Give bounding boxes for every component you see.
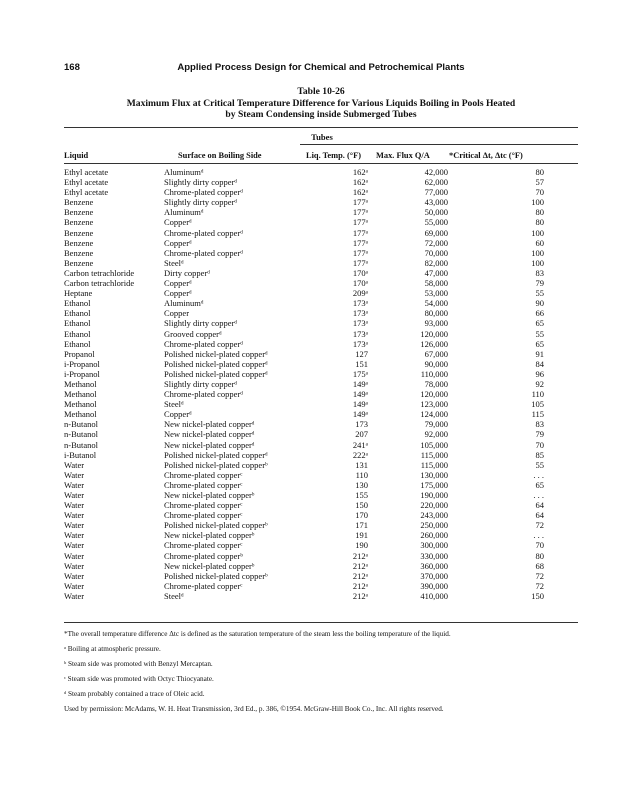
table-row xyxy=(64,520,578,530)
col-header-surface: Surface on Boiling Side xyxy=(178,151,262,160)
table-row xyxy=(64,187,578,197)
cell-surface: Aluminumᵈ xyxy=(164,298,204,309)
cell-liquid-temp: 175ᵃ xyxy=(352,368,368,379)
table-row xyxy=(64,540,578,550)
cell-critical-delta: 55 xyxy=(535,288,544,299)
cell-surface: Polished nickel-plated copperᵇ xyxy=(164,570,268,581)
cell-surface: New nickel-plated copperᵈ xyxy=(164,419,255,430)
table-row xyxy=(64,288,578,298)
footnotes xyxy=(64,630,578,720)
cell-max-flux: 43,000 xyxy=(424,197,448,208)
cell-liquid-temp: 212ᵃ xyxy=(352,570,368,581)
cell-surface: Copperᵈ xyxy=(164,217,192,228)
cell-surface: Slightly dirty copperᵈ xyxy=(164,318,237,329)
cell-liquid: Ethanol xyxy=(64,298,91,309)
cell-critical-delta: 55 xyxy=(535,328,544,339)
cell-critical-delta: 79 xyxy=(535,429,544,440)
cell-max-flux: 58,000 xyxy=(424,278,448,289)
cell-liquid: Water xyxy=(64,530,85,541)
cell-critical-delta: . . . xyxy=(533,469,544,480)
cell-liquid-temp: 170 xyxy=(355,510,368,521)
table-row xyxy=(64,460,578,470)
cell-critical-delta: 80 xyxy=(535,217,544,228)
cell-liquid-temp: 170ᵃ xyxy=(352,278,368,289)
cell-surface: New nickel-plated copperᵇ xyxy=(164,490,255,500)
cell-critical-delta: 72 xyxy=(535,580,544,591)
cell-liquid: Ethanol xyxy=(64,308,91,319)
cell-critical-delta: 105 xyxy=(531,399,544,410)
cell-liquid-temp: 190 xyxy=(355,540,368,551)
cell-critical-delta: 91 xyxy=(535,348,544,359)
page-number: 168 xyxy=(64,62,80,73)
cell-surface: New nickel-plated copperᵇ xyxy=(164,530,255,541)
table-row xyxy=(64,298,578,308)
footnote-d: ᵈ Steam probably contained a trace of Oleic acid. xyxy=(64,690,205,698)
cell-max-flux: 54,000 xyxy=(424,298,448,309)
cell-max-flux: 370,000 xyxy=(420,570,448,581)
cell-liquid: Benzene xyxy=(64,227,94,238)
cell-liquid-temp: 212ᵃ xyxy=(352,580,368,591)
running-title: Applied Process Design for Chemical and Petrochemical Plants xyxy=(177,62,465,73)
cell-critical-delta: 80 xyxy=(535,167,544,177)
header-rule xyxy=(64,163,578,164)
cell-liquid-temp: 177ᵃ xyxy=(352,197,368,208)
table-title-line-1: Maximum Flux at Critical Temperature Difference for Various Liquids Boiling in Pools Heated xyxy=(126,97,516,109)
cell-max-flux: 115,000 xyxy=(420,449,448,460)
table-row xyxy=(64,369,578,379)
cell-liquid: Water xyxy=(64,490,85,500)
cell-critical-delta: 100 xyxy=(531,227,544,238)
cell-surface: Polished nickel-plated copperᵈ xyxy=(164,348,268,359)
cell-liquid-temp: 173 xyxy=(355,419,368,430)
cell-surface: Aluminumᵈ xyxy=(164,207,204,218)
table-row xyxy=(64,207,578,217)
cell-max-flux: 93,000 xyxy=(424,318,448,329)
cell-liquid-temp: 241ᵃ xyxy=(352,439,368,450)
table-row xyxy=(64,490,578,500)
cell-max-flux: 330,000 xyxy=(420,550,448,561)
cell-liquid: Ethyl acetate xyxy=(64,167,109,177)
cell-max-flux: 190,000 xyxy=(420,490,448,500)
cell-liquid-temp: 162ᵃ xyxy=(352,187,368,198)
cell-liquid-temp: 209ᵃ xyxy=(352,288,368,299)
bottom-rule xyxy=(64,622,578,623)
cell-critical-delta: 150 xyxy=(531,590,544,601)
cell-surface: New nickel-plated copperᵇ xyxy=(164,560,255,571)
table-row xyxy=(64,581,578,591)
cell-surface: Copperᵈ xyxy=(164,288,192,299)
table-row xyxy=(64,530,578,540)
cell-liquid-temp: 212ᵃ xyxy=(352,560,368,571)
cell-critical-delta: 100 xyxy=(531,247,544,258)
cell-max-flux: 90,000 xyxy=(424,358,448,369)
table-row xyxy=(64,399,578,409)
table-row xyxy=(64,480,578,490)
footnote-permission: Used by permission: McAdams, W. H. Heat Transmission, 3rd Ed., p. 386, ©1954. McGraw-Hill Book Co., Inc. All rights reserved. xyxy=(64,705,444,713)
cell-critical-delta: 85 xyxy=(535,449,544,460)
cell-critical-delta: 84 xyxy=(535,358,544,369)
cell-liquid: Benzene xyxy=(64,237,94,248)
cell-liquid: n-Butanol xyxy=(64,419,98,430)
cell-max-flux: 115,000 xyxy=(420,459,448,470)
cell-critical-delta: 83 xyxy=(535,419,544,430)
cell-liquid-temp: 150 xyxy=(355,500,368,511)
cell-surface: Chrome-plated copperᵇ xyxy=(164,550,243,561)
cell-liquid: i-Butanol xyxy=(64,449,97,460)
cell-max-flux: 78,000 xyxy=(424,378,448,389)
cell-liquid: Water xyxy=(64,520,85,531)
cell-max-flux: 50,000 xyxy=(424,207,448,218)
table-row xyxy=(64,268,578,278)
cell-liquid: Water xyxy=(64,479,85,490)
cell-liquid-temp: 155 xyxy=(355,490,368,500)
cell-liquid: Water xyxy=(64,540,85,551)
table-row xyxy=(64,561,578,571)
cell-max-flux: 67,000 xyxy=(424,348,448,359)
cell-max-flux: 55,000 xyxy=(424,217,448,228)
cell-critical-delta: 83 xyxy=(535,267,544,278)
cell-liquid: Water xyxy=(64,500,85,511)
cell-liquid: Water xyxy=(64,459,85,470)
cell-critical-delta: 65 xyxy=(535,479,544,490)
table-row xyxy=(64,440,578,450)
cell-max-flux: 82,000 xyxy=(424,257,448,268)
table-row xyxy=(64,308,578,318)
cell-liquid: Water xyxy=(64,469,85,480)
cell-surface: Polished nickel-plated copperᵈ xyxy=(164,449,268,460)
cell-liquid: Ethanol xyxy=(64,318,91,329)
cell-surface: Slightly dirty copperᵈ xyxy=(164,197,237,208)
cell-max-flux: 92,000 xyxy=(424,429,448,440)
cell-liquid-temp: 173ᵃ xyxy=(352,338,368,349)
cell-surface: Copperᵈ xyxy=(164,278,192,289)
cell-max-flux: 69,000 xyxy=(424,227,448,238)
table-row xyxy=(64,197,578,207)
cell-liquid-temp: 162ᵃ xyxy=(352,177,368,188)
cell-liquid: i-Propanol xyxy=(64,368,100,379)
cell-liquid-temp: 127 xyxy=(355,348,368,359)
table-caption xyxy=(64,86,578,121)
cell-max-flux: 300,000 xyxy=(420,540,448,551)
table-row xyxy=(64,450,578,460)
table-row xyxy=(64,500,578,510)
cell-critical-delta: 66 xyxy=(535,308,544,319)
cell-critical-delta: . . . xyxy=(533,530,544,541)
cell-max-flux: 360,000 xyxy=(420,560,448,571)
footnote-a: ᵃ Boiling at atmospheric pressure. xyxy=(64,645,161,653)
cell-critical-delta: 72 xyxy=(535,520,544,531)
tubes-rule xyxy=(300,144,578,145)
cell-liquid: Carbon tetrachloride xyxy=(64,267,135,278)
cell-liquid: Propanol xyxy=(64,348,95,359)
cell-liquid-temp: 173ᵃ xyxy=(352,308,368,319)
cell-critical-delta: 65 xyxy=(535,338,544,349)
cell-critical-delta: 72 xyxy=(535,570,544,581)
cell-liquid: Ethyl acetate xyxy=(64,187,109,198)
cell-liquid: Ethanol xyxy=(64,338,91,349)
cell-surface: Grooved copperᵈ xyxy=(164,328,222,339)
cell-max-flux: 390,000 xyxy=(420,580,448,591)
cell-liquid: Methanol xyxy=(64,409,97,420)
cell-critical-delta: 65 xyxy=(535,318,544,329)
cell-critical-delta: 70 xyxy=(535,439,544,450)
cell-max-flux: 124,000 xyxy=(420,409,448,420)
cell-surface: Copper xyxy=(164,308,190,319)
cell-max-flux: 120,000 xyxy=(420,389,448,400)
cell-liquid: Benzene xyxy=(64,207,94,218)
cell-liquid-temp: 177ᵃ xyxy=(352,207,368,218)
cell-surface: Chrome-plated copperᶜ xyxy=(164,580,243,591)
cell-liquid: Carbon tetrachloride xyxy=(64,278,135,289)
table-row xyxy=(64,349,578,359)
cell-surface: Steelᵈ xyxy=(164,257,184,268)
cell-liquid: Water xyxy=(64,590,85,601)
cell-critical-delta: 80 xyxy=(535,550,544,561)
page-header xyxy=(64,62,578,76)
table-row xyxy=(64,329,578,339)
cell-max-flux: 42,000 xyxy=(424,167,448,177)
cell-liquid-temp: 191 xyxy=(355,530,368,541)
cell-max-flux: 126,000 xyxy=(420,338,448,349)
cell-liquid: Benzene xyxy=(64,257,94,268)
table-row xyxy=(64,228,578,238)
table-row xyxy=(64,419,578,429)
cell-critical-delta: 92 xyxy=(535,378,544,389)
table-row xyxy=(64,429,578,439)
cell-liquid-temp: 162ᵃ xyxy=(352,167,368,177)
footnote-b: ᵇ Steam side was promoted with Benzyl Mercaptan. xyxy=(64,660,213,668)
cell-max-flux: 62,000 xyxy=(424,177,448,188)
table-number: Table 10-26 xyxy=(297,86,345,97)
cell-liquid-temp: 177ᵃ xyxy=(352,237,368,248)
table-row xyxy=(64,167,578,177)
data-table xyxy=(64,167,578,601)
cell-liquid: Methanol xyxy=(64,399,97,410)
table-title-line-2: by Steam Condensing inside Submerged Tubes xyxy=(225,109,417,120)
cell-liquid: Water xyxy=(64,580,85,591)
table-row xyxy=(64,248,578,258)
cell-liquid-temp: 110 xyxy=(355,469,368,480)
cell-critical-delta: 55 xyxy=(535,459,544,470)
cell-max-flux: 72,000 xyxy=(424,237,448,248)
cell-critical-delta: 57 xyxy=(535,177,544,188)
cell-critical-delta: 90 xyxy=(535,298,544,309)
cell-liquid-temp: 151 xyxy=(355,358,368,369)
cell-liquid-temp: 177ᵃ xyxy=(352,247,368,258)
cell-liquid-temp: 149ᵃ xyxy=(352,399,368,410)
cell-liquid: i-Propanol xyxy=(64,358,100,369)
table-row xyxy=(64,318,578,328)
table-row xyxy=(64,591,578,601)
cell-critical-delta: 110 xyxy=(531,389,544,400)
cell-surface: Slightly dirty copperᵈ xyxy=(164,177,237,188)
cell-surface: Chrome-plated copperᶜ xyxy=(164,500,243,511)
cell-max-flux: 130,000 xyxy=(420,469,448,480)
cell-critical-delta: 70 xyxy=(535,540,544,551)
cell-liquid: n-Butanol xyxy=(64,439,98,450)
cell-surface: Chrome-plated copperᵈ xyxy=(164,389,243,400)
cell-liquid-temp: 131 xyxy=(355,459,368,470)
table-row xyxy=(64,510,578,520)
footnote-c: ᶜ Steam side was promoted with Octyc Thiocyanate. xyxy=(64,675,214,683)
cell-max-flux: 123,000 xyxy=(420,399,448,410)
cell-critical-delta: 68 xyxy=(535,560,544,571)
cell-liquid: Water xyxy=(64,570,85,581)
col-header-liquid: Liquid xyxy=(64,151,89,160)
cell-max-flux: 120,000 xyxy=(420,328,448,339)
cell-liquid: Ethanol xyxy=(64,328,91,339)
cell-liquid-temp: 130 xyxy=(355,479,368,490)
tubes-group-header: Tubes xyxy=(311,132,333,142)
table-row xyxy=(64,551,578,561)
cell-max-flux: 77,000 xyxy=(424,187,448,198)
cell-surface: Polished nickel-plated copperᵇ xyxy=(164,459,268,470)
table-row xyxy=(64,470,578,480)
cell-surface: New nickel-plated copperᵈ xyxy=(164,439,255,450)
cell-liquid: Methanol xyxy=(64,378,97,389)
cell-liquid-temp: 173ᵃ xyxy=(352,298,368,309)
table-row xyxy=(64,278,578,288)
cell-surface: Dirty copperᵈ xyxy=(164,267,210,278)
cell-max-flux: 410,000 xyxy=(420,590,448,601)
cell-surface: Copperᵈ xyxy=(164,237,192,248)
cell-critical-delta: . . . xyxy=(533,490,544,500)
cell-surface: Chrome-plated copperᶜ xyxy=(164,469,243,480)
cell-critical-delta: 80 xyxy=(535,207,544,218)
cell-liquid-temp: 177ᵃ xyxy=(352,217,368,228)
cell-critical-delta: 100 xyxy=(531,257,544,268)
cell-surface: Chrome-plated copperᵈ xyxy=(164,338,243,349)
table-row xyxy=(64,571,578,581)
cell-max-flux: 110,000 xyxy=(420,368,448,379)
cell-surface: Polished nickel-plated copperᵇ xyxy=(164,520,268,531)
table-row xyxy=(64,339,578,349)
cell-liquid-temp: 149ᵃ xyxy=(352,389,368,400)
cell-surface: New nickel-plated copperᵈ xyxy=(164,429,255,440)
cell-max-flux: 79,000 xyxy=(424,419,448,430)
footnote-star: *The overall temperature difference Δtc is defined as the saturation temperature of the steam less the boiling temperature of the liquid. xyxy=(64,630,451,638)
cell-surface: Chrome-plated copperᶜ xyxy=(164,540,243,551)
cell-max-flux: 53,000 xyxy=(424,288,448,299)
cell-liquid-temp: 212ᵃ xyxy=(352,590,368,601)
col-header-critical-delta: *Critical Δt, Δtc (°F) xyxy=(449,151,523,160)
cell-critical-delta: 70 xyxy=(535,187,544,198)
cell-liquid: Water xyxy=(64,510,85,521)
cell-liquid-temp: 171 xyxy=(355,520,368,531)
cell-max-flux: 80,000 xyxy=(424,308,448,319)
cell-liquid: Methanol xyxy=(64,389,97,400)
cell-max-flux: 175,000 xyxy=(420,479,448,490)
cell-liquid-temp: 207 xyxy=(355,429,368,440)
cell-liquid-temp: 177ᵃ xyxy=(352,227,368,238)
table-row xyxy=(64,238,578,248)
cell-max-flux: 105,000 xyxy=(420,439,448,450)
table-row xyxy=(64,389,578,399)
cell-max-flux: 243,000 xyxy=(420,510,448,521)
cell-liquid-temp: 212ᵃ xyxy=(352,550,368,561)
cell-liquid-temp: 173ᵃ xyxy=(352,318,368,329)
cell-liquid: Water xyxy=(64,560,85,571)
top-rule xyxy=(64,127,578,128)
cell-surface: Polished nickel-plated copperᵈ xyxy=(164,358,268,369)
cell-critical-delta: 60 xyxy=(535,237,544,248)
cell-liquid-temp: 177ᵃ xyxy=(352,257,368,268)
cell-liquid: Water xyxy=(64,550,85,561)
table-row xyxy=(64,258,578,268)
cell-critical-delta: 96 xyxy=(535,368,544,379)
table-body xyxy=(64,167,578,601)
cell-critical-delta: 115 xyxy=(531,409,544,420)
cell-critical-delta: 64 xyxy=(535,500,544,511)
cell-max-flux: 250,000 xyxy=(420,520,448,531)
col-header-temp: Liq. Temp. (°F) xyxy=(306,151,362,160)
cell-liquid: Benzene xyxy=(64,247,94,258)
cell-liquid: Benzene xyxy=(64,217,94,228)
cell-max-flux: 70,000 xyxy=(424,247,448,258)
cell-max-flux: 220,000 xyxy=(420,500,448,511)
cell-critical-delta: 79 xyxy=(535,278,544,289)
cell-liquid: n-Butanol xyxy=(64,429,98,440)
cell-surface: Slightly dirty copperᵈ xyxy=(164,378,237,389)
cell-liquid: Heptane xyxy=(64,288,93,299)
cell-liquid-temp: 222ᵃ xyxy=(352,449,368,460)
cell-liquid-temp: 173ᵃ xyxy=(352,328,368,339)
cell-surface: Chrome-plated copperᵈ xyxy=(164,187,243,198)
cell-critical-delta: 64 xyxy=(535,510,544,521)
cell-surface: Chrome-plated copperᵈ xyxy=(164,227,243,238)
cell-surface: Copperᵈ xyxy=(164,409,192,420)
cell-surface: Aluminumᵈ xyxy=(164,167,204,177)
cell-max-flux: 47,000 xyxy=(424,267,448,278)
cell-max-flux: 260,000 xyxy=(420,530,448,541)
cell-critical-delta: 100 xyxy=(531,197,544,208)
cell-liquid-temp: 170ᵃ xyxy=(352,267,368,278)
cell-surface: Chrome-plated copperᶜ xyxy=(164,510,243,521)
cell-liquid-temp: 149ᵃ xyxy=(352,409,368,420)
cell-liquid: Ethyl acetate xyxy=(64,177,109,188)
cell-surface: Chrome-plated copperᶜ xyxy=(164,479,243,490)
cell-liquid-temp: 149ᵃ xyxy=(352,378,368,389)
cell-surface: Steelᵈ xyxy=(164,590,184,601)
table-row xyxy=(64,217,578,227)
cell-surface: Steelᵈ xyxy=(164,399,184,410)
table-row xyxy=(64,359,578,369)
cell-surface: Polished nickel-plated copperᵈ xyxy=(164,368,268,379)
table-row xyxy=(64,379,578,389)
col-header-flux: Max. Flux Q/A xyxy=(376,151,430,160)
table-row xyxy=(64,177,578,187)
cell-surface: Chrome-plated copperᵈ xyxy=(164,247,243,258)
table-row xyxy=(64,409,578,419)
cell-liquid: Benzene xyxy=(64,197,94,208)
